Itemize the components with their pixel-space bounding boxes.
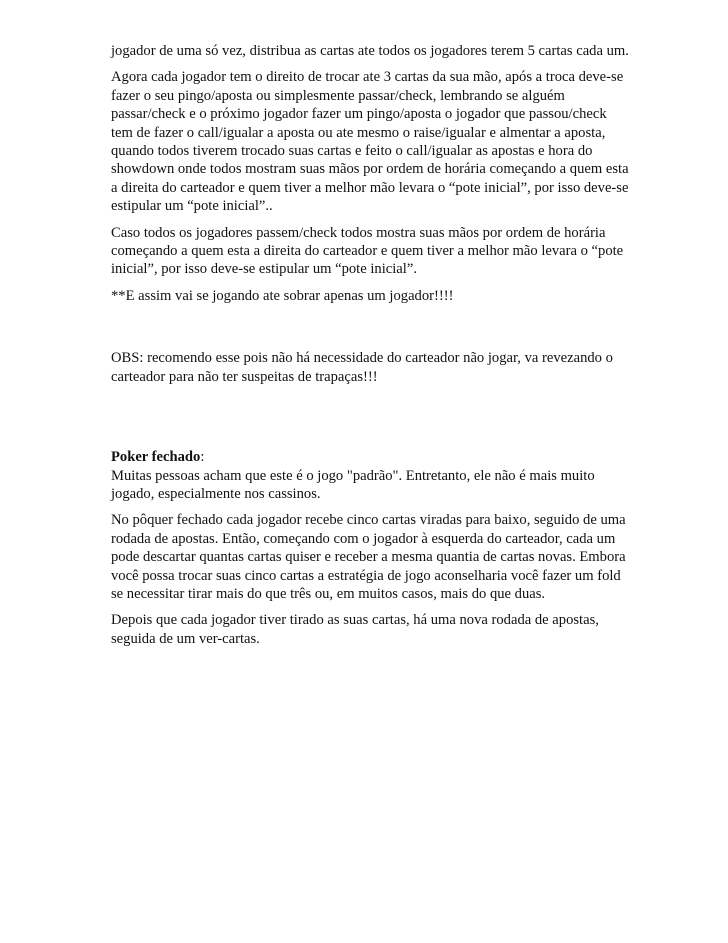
paragraph-deal-cards: jogador de uma só vez, distribua as cartas ate todos os jogadores terem 5 cartas cada um. <box>111 43 629 59</box>
paragraph-standard-game: Muitas pessoas acham que este é o jogo "padrão". Entretanto, ele não é mais muito jogado, especialmente nos cassinos. <box>111 467 595 502</box>
section-heading-colon: : <box>200 449 205 466</box>
paragraph-card-exchange: Agora cada jogador tem o direito de trocar ate 3 cartas da sua mão, após a troca deve-se fazer o seu pingo/aposta ou simplesmente passar/check, lembrando se alguém passar/check e o próximo jogador fazer um pingo/aposta o jogador que passou/check tem de fazer o call/igualar a aposta ou ate mesmo o raise/igualar e almentar a aposta, quando todos tiverem trocado suas cartas e feito o call/igualar as apostas e hora do showdown onde todos mostram suas mãos por ordem de horária começando a quem esta a direita do carteador e quem tiver a melhor mão levara o “pote inicial”, por isso deve-se estipular um “pote inicial”.. <box>111 69 629 215</box>
paragraph-observation: OBS: recomendo esse pois não há necessidade do carteador não jogar, va revezando o carteador para não ter suspeitas de trapaças!!! <box>111 350 613 385</box>
paragraph-new-betting-round: Depois que cada jogador tiver tirado as suas cartas, há uma nova rodada de apostas, seguida de um ver-cartas. <box>111 612 599 647</box>
paragraph-closed-poker-rules: No pôquer fechado cada jogador recebe cinco cartas viradas para baixo, seguido de uma rodada de apostas. Então, começando com o jogador à esquerda do carteador, cada um pode descartar quantas cartas quiser e receber a mesma quantia de cartas novas. Embora você possa trocar suas cinco cartas a estratégia de jogo aconselharia você fazer um fold se necessitar tirar mais do que três ou, em muitos casos, mais do que duas. <box>111 512 626 602</box>
section-heading-poker-fechado: Poker fechado <box>111 449 201 466</box>
document-page <box>111 42 629 648</box>
paragraph-continue-play: **E assim vai se jogando ate sobrar apenas um jogador!!!! <box>111 287 454 304</box>
paragraph-all-check: Caso todos os jogadores passem/check todos mostra suas mãos por ordem de horária começando a quem esta a direita do carteador e quem tiver a melhor mão levara o “pote inicial”, por isso deve-se estipular um “pote inicial”. <box>111 224 624 278</box>
section-heading-line <box>111 448 629 466</box>
